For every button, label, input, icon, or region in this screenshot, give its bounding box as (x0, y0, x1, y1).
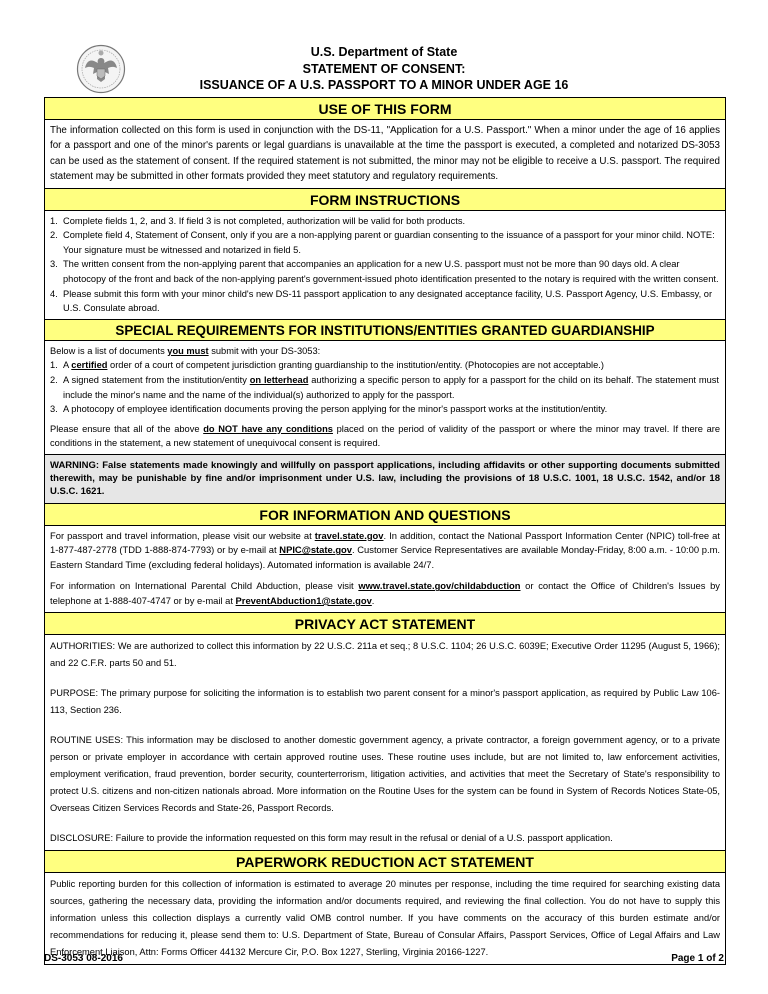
use-of-form-heading: USE OF THIS FORM (45, 98, 725, 120)
warning-box: WARNING: False statements made knowingly and willfully on passport applications, including affidavits or other supporting documents submitted therewith, may be punishable by fine and/or imprisonment under U.S. law, including the provisions of 18 U.S.C. 1001, 18 U.S.C. 1542, and/or 18 U.S.C. 1621. (45, 454, 725, 503)
instruction-item: 1. Complete fields 1, 2, and 3. If field 3 is not completed, authorization will be valid for both products. (50, 215, 466, 226)
page-number: Page 1 of 2 (671, 953, 724, 964)
instruction-item: 3. The written consent from the non-applying parent that accompanies an application for a new U.S. passport must not be more than 90 days old. A clear photocopy of the front and back of the non-applying parent's government-issued photo identification presented to the notary is required with the written consent. (50, 259, 719, 284)
abduction-paragraph: For information on International Parental Child Abduction, please visit www.travel.state.gov/childabduction or contact the Office of Children's Issues by telephone at 1-888-407-4747 or by e-mail at PreventAbduction1@state.gov. (50, 580, 720, 606)
form-body (44, 97, 726, 965)
instruction-item: 4. Please submit this form with your minor child's new DS-11 passport application to any designated acceptance facility, U.S. Passport Agency, U.S. Embassy, or U.S. Consulate abroad. (50, 288, 713, 314)
conditions-note: Please ensure that all of the above do NOT have any conditions placed on the period of validity of the passport or where the minor may travel. If there are conditions in the statement, a new statement of unequivocal consent is required. (50, 423, 721, 449)
privacy-purpose: PURPOSE: The primary purpose for soliciting the information is to establish two parent consent for a minor's passport application, as required by Public Law 106-113, Section 236. (50, 687, 720, 715)
form-number: DS-3053 08-2016 (44, 953, 123, 964)
paperwork-heading: PAPERWORK REDUCTION ACT STATEMENT (45, 850, 725, 873)
travel-site-link[interactable]: travel.state.gov (314, 529, 384, 541)
privacy-act-heading: PRIVACY ACT STATEMENT (45, 612, 725, 635)
special-requirements-list (45, 358, 725, 419)
instruction-item: 2. Complete field 4, Statement of Consent, only if you are a non-applying parent or guardian consenting to the issuance of a passport for your minor child. NOTE: Your signature must be witnessed and notarized in field 5. (50, 230, 715, 255)
form-instructions-heading: FORM INSTRUCTIONS (45, 188, 725, 211)
childabduction-link[interactable]: www.travel.state.gov/childabduction (358, 580, 521, 592)
privacy-routine-uses: ROUTINE USES: This information may be disclosed to another domestic government agency, a private contractor, a foreign government agency, or to a private person or private employer in accordance with certain approved routine uses. These routine uses include, but are not limited to, law enforcement activities, employment verification, fraud prevention, border security, counterterrorism, litigation activities, and activities that meet the Secretary of State's responsibility to protect U.S. citizens and non-citizen nationals abroad. More information on the Routine Uses for the system can be found in System of Records Notices State-05, Overseas Citizen Services Records and State-26, Passport Records. (50, 734, 720, 813)
instructions-list (45, 211, 725, 319)
information-heading: FOR INFORMATION AND QUESTIONS (45, 503, 725, 526)
requirement-item: 2. A signed statement from the institution/entity on letterhead authorizing a specific person to apply for a passport for the child on its behalf. The statement must include the minor's name and the name of the individual(s) authorized to apply for the passport. (50, 374, 720, 400)
prevent-abduction-email-link[interactable]: PreventAbduction1@state.gov (235, 594, 372, 606)
information-paragraph: For passport and travel information, please visit our website at travel.state.gov. In addition, contact the National Passport Information Center (NPIC) toll-free at 1-877-487-2778 (TDD 1-888-874-7793) or by e-mail at NPIC@state.gov. Customer Service Representatives are available Monday-Friday, 8:00 a.m. - 10:00 p.m. Eastern Standard Time (excluding federal holidays). Automated information is available 24/7. (50, 529, 720, 570)
form-subtitle: ISSUANCE OF A U.S. PASSPORT TO A MINOR UNDER AGE 16 (199, 78, 569, 92)
requirement-item: 3. A photocopy of employee identification documents proving the person applying for the minor's passport works at the institution/entity. (50, 404, 608, 415)
npic-email-link[interactable]: NPIC@state.gov (279, 544, 352, 556)
privacy-authorities: AUTHORITIES: We are authorized to collect this information by 22 U.S.C. 211a et seq.; 8 U.S.C. 1104; 26 U.S.C. 6039E; Executive Order 11295 (August 5, 1966); and 22 C.F.R. parts 50 and 51. (50, 640, 720, 668)
special-requirements-heading: SPECIAL REQUIREMENTS FOR INSTITUTIONS/ENTITIES GRANTED GUARDIANSHIP (45, 319, 725, 341)
form-title: STATEMENT OF CONSENT: (302, 62, 466, 76)
special-requirements-intro: Below is a list of documents you must submit with your DS-3053: (50, 345, 321, 356)
privacy-disclosure: DISCLOSURE: Failure to provide the information requested on this form may result in the refusal or denial of a U.S. passport application. (50, 832, 613, 843)
use-of-form-text: The information collected on this form is used in conjunction with the DS-11, "Application for a U.S. Passport." When a minor under the age of 16 applies for a passport and one of the minor's parents or legal guardians is unavailable at the time the passport is executed, a completed and notarized DS-3053 can be used as the statement of consent. If the required statement is not submitted, the minor may not be eligible to receive a U.S. passport. The required statement may be submitted in other formats provided they meet statutory and regulatory requirements. (50, 125, 720, 183)
paperwork-text: Public reporting burden for this collection of information is estimated to average 20 minutes per response, including the time required for searching existing data sources, gathering the necessary data, providing the information and/or documents required, and reviewing the final collection. You do not have to supply this information unless this collection displays a currently valid OMB control number. If you have comments on the accuracy of this burden estimate and/or recommendations for reducing it, please send them to: U.S. Department of State, Bureau of Consular Affairs, Passport Services, Office of Legal Affairs and Law Enforcement Liaison, Attn: Forms Officer 44132 Mercure Cir, P.O. Box 1227, Sterling, Virginia 20166-1227. (50, 878, 720, 957)
requirement-item: 1. A certified order of a court of competent jurisdiction granting guardianship to the institution/entity. (Photocopies are not acceptable.) (50, 360, 604, 371)
department-name: U.S. Department of State (310, 45, 458, 59)
